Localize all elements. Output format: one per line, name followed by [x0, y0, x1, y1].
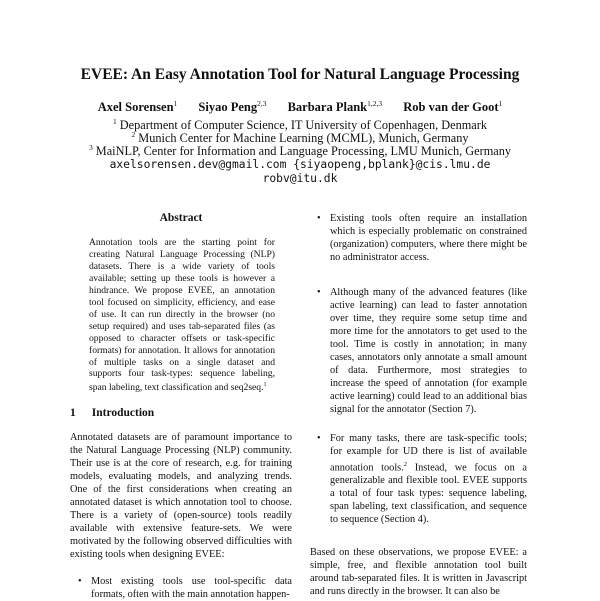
- affiliation: $^3$ MaiNLP, Center for Information and Language Processing, LMU Munich, Germany: [88, 143, 512, 159]
- bullet-item: • Most existing tools use tool-specific data formats, often with the main annotation happen-: [78, 576, 292, 600]
- bullet-item: • Existing tools often require an installation which is especially problematic on constrained (organization) computers, where there might be no administrator access.: [317, 213, 527, 263]
- paper-title: EVEE: An Easy Annotation Tool for Natural Language Processing: [80, 66, 520, 83]
- abstract-heading: Abstract: [159, 212, 203, 224]
- author-list: [0, 99, 600, 115]
- bullet-icon: •: [78, 576, 82, 587]
- affiliation: $^2$ Munich Center for Machine Learning (MCML), Munich, Germany: [131, 130, 469, 146]
- author: Axel Sorensen$^1$: [97, 99, 178, 115]
- affiliation: $^1$ Department of Computer Science, IT University of Copenhagen, Denmark: [112, 117, 488, 133]
- author-emails: axelsorensen.dev@gmail.com {siyaopeng,bplank}@cis.lmu.de: [109, 158, 491, 171]
- abstract-text: Annotation tools are the starting point for creating Natural Language Processing (NLP) datasets. There is a wide variety of tools available; setting up these tools is however a hindrance. We propose EVEE, an annotation tool focused on simplicity, efficiency, and ease of use. It can run directly in the browser (no setup required) and uses tab-separated files (as opposed to character offsets or task-specific formats) for annotation. It allows for annotation of multiple tasks on a single dataset and supports four task-types: sequence labeling, span labeling, text classification and seq2seq.$^1$: [89, 237, 275, 394]
- author: Rob van der Goot$^1$: [403, 99, 503, 115]
- body-paragraph: Based on these observations, we propose EVEE: a simple, free, and flexible annotation tool built around tab-separated files. It is written in Javascript and runs directly in the browser. It can also be: [310, 547, 527, 597]
- section-heading-introduction: 1 Introduction: [70, 407, 155, 419]
- introduction-paragraph: Annotated datasets are of paramount importance to the Natural Language Processing (NLP) community. Their use is at the core of research, e.g. for training models, evaluating models, and analyzing trends. One of the first considerations when creating an annotated dataset is which annotation tool to choose. There is a variety of (open-source) tools readily available with extensive feature-sets. We were motivated by the following observed difficulties with existing tools when designing EVEE:: [70, 432, 292, 560]
- author: Barbara Plank$^{1,2,3}$: [287, 99, 383, 115]
- bullet-item: • For many tasks, there are task-specific tools; for example for UD there is list of available annotation tools.$^2$ Instead, we focus on a generalizable and flexible tool. EVEE supports a total of four task types: sequence labeling, span labeling, text classification, and sequence to sequence (Section 4).: [317, 433, 527, 526]
- author: Siyao Peng$^{2,3}$: [198, 99, 267, 115]
- bullet-item: • Although many of the advanced features (like active learning) can lead to faster annotation over time, they require some setup time and more time for the annotators to get used to the tool. Time is costly in annotation; in many cases, annotators only annotate a small amount of data. Furthermore, most strategies to increase the speed of annotation (for example active learning) could lead to an additional bias signal for the annotator (Section 7).: [317, 287, 527, 415]
- bullet-icon: •: [317, 213, 321, 224]
- author-emails: robv@itu.dk: [262, 172, 338, 185]
- bullet-icon: •: [317, 287, 321, 298]
- bullet-icon: •: [317, 433, 321, 444]
